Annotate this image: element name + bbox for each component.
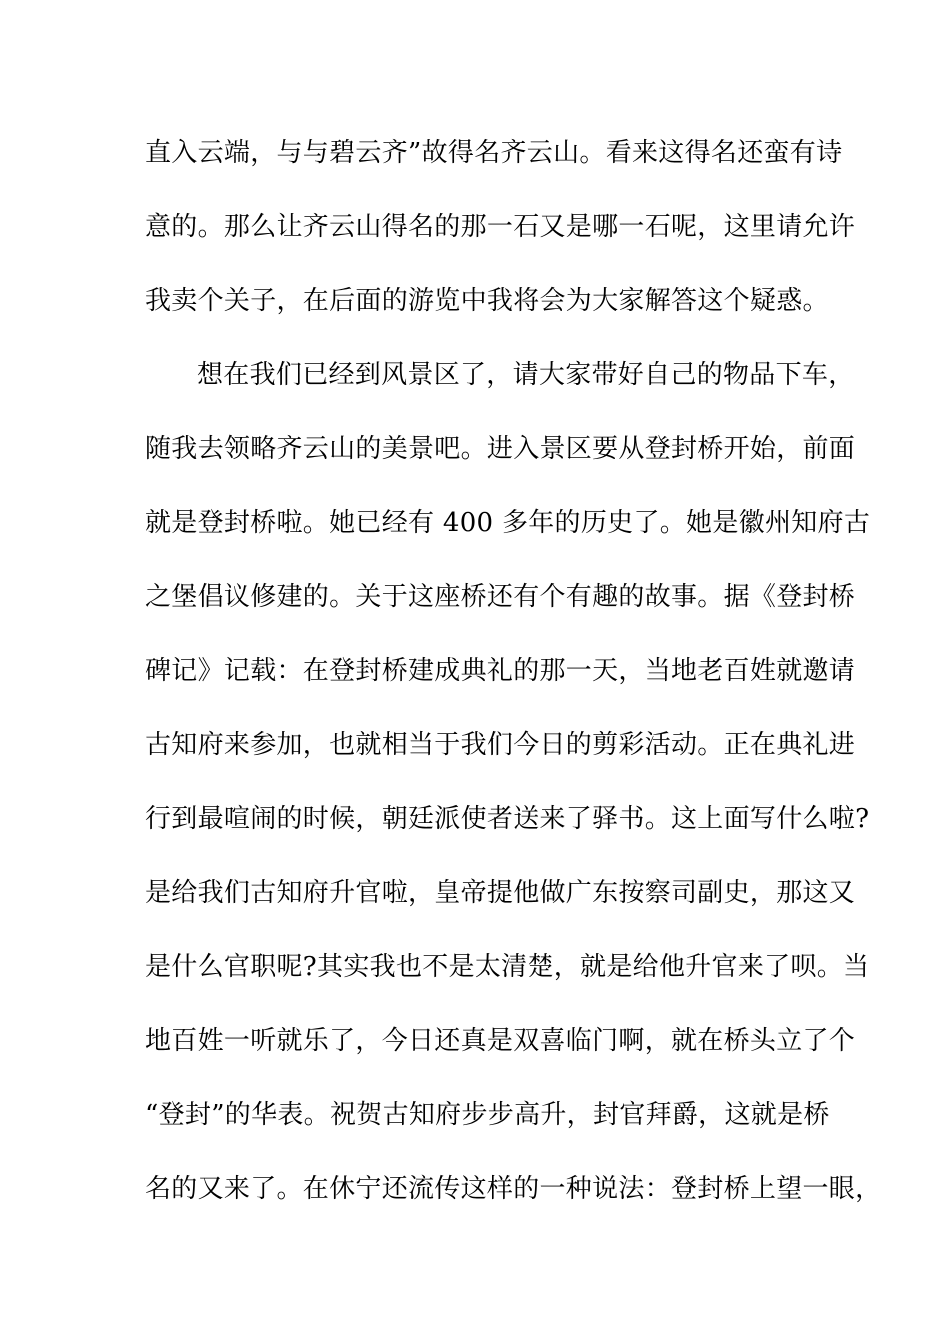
text-line-13: 地百姓一听就乐了，今日还真是双喜临门啊，就在桥头立了个: [145, 1026, 856, 1056]
text-line-10: 行到最喧闹的时候，朝廷派使者送来了驿书。这上面写什么啦?: [145, 804, 870, 834]
text-line-5: 随我去领略齐云山的美景吧。进入景区要从登封桥开始，前面: [145, 434, 856, 464]
text-line-8: 碑记》记载：在登封桥建成典礼的那一天，当地老百姓就邀请: [145, 656, 856, 686]
text-line-2: 意的。那么让齐云山得名的那一石又是哪一石呢，这里请允许: [145, 212, 856, 242]
text-line-4-paragraph-start: 想在我们已经到风景区了，请大家带好自己的物品下车，: [197, 360, 855, 390]
text-line-14: “登封”的华表。祝贺古知府步步高升，封官拜爵，这就是桥: [145, 1100, 830, 1130]
body-text: [145, 128, 882, 1238]
text-line-1: 直入云端，与与碧云齐”故得名齐云山。看来这得名还蛮有诗: [145, 138, 843, 168]
text-line-6: 就是登封桥啦。她已经有 400 多年的历史了。她是徽州知府古: [145, 508, 871, 538]
text-line-15: 名的又来了。在休宁还流传这样的一种说法：登封桥上望一眼，: [145, 1174, 882, 1204]
text-line-7: 之堡倡议修建的。关于这座桥还有个有趣的故事。据《登封桥: [145, 582, 856, 612]
text-line-9: 古知府来参加，也就相当于我们今日的剪彩活动。正在典礼进: [145, 730, 856, 760]
text-line-12: 是什么官职呢?其实我也不是太清楚，就是给他升官来了呗。当: [145, 952, 870, 982]
text-line-11: 是给我们古知府升官啦，皇帝提他做广东按察司副史，那这又: [145, 878, 856, 908]
text-line-3: 我卖个关子，在后面的游览中我将会为大家解答这个疑惑。: [145, 286, 829, 316]
